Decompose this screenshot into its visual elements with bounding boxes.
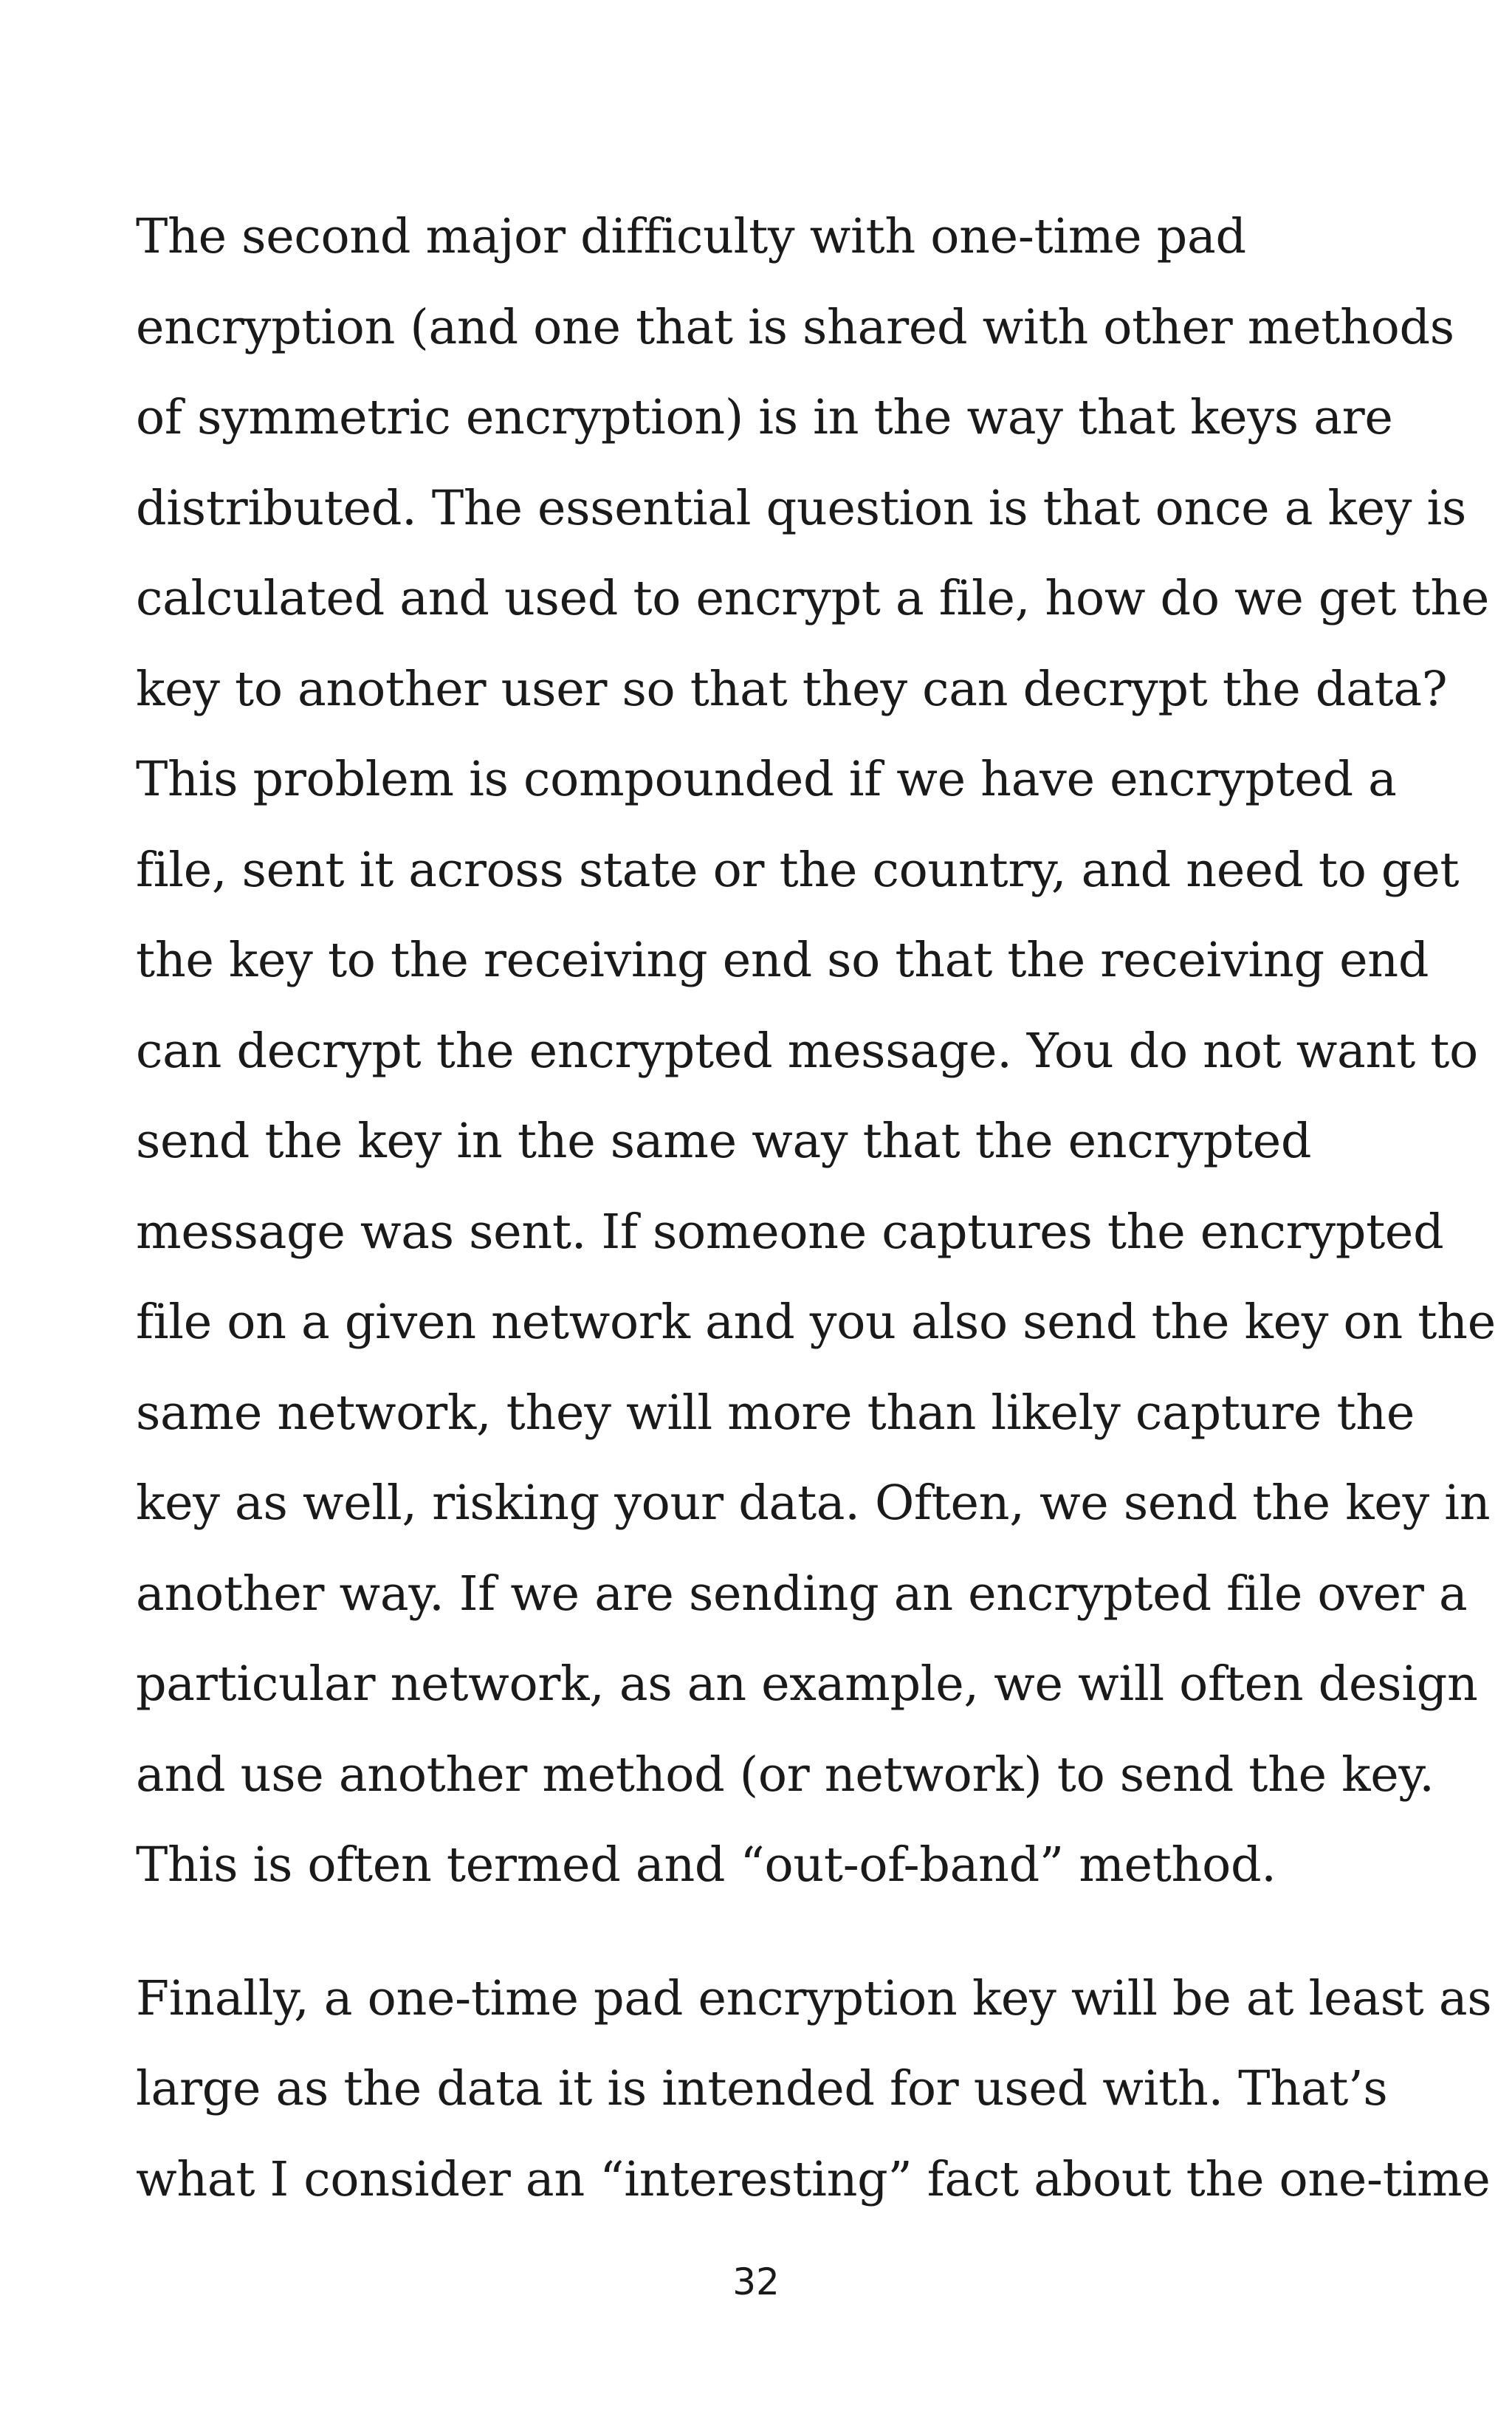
text-line: another way. If we are sending an encrypted file over a — [136, 1566, 1468, 1622]
text-line: file, sent it across state or the country, and need to get — [136, 842, 1460, 898]
text-line: Finally, a one-time pad encryption key will be at least as — [136, 1970, 1492, 2026]
page-number: 32 — [732, 2260, 780, 2303]
text-line: file on a given network and you also send the key on the — [136, 1295, 1496, 1350]
text-line: the key to the receiving end so that the receiving end — [136, 933, 1429, 988]
text-line: send the key in the same way that the encrypted — [136, 1114, 1312, 1169]
paragraph-key-size — [136, 1954, 1492, 2226]
text-line: This problem is compounded if we have encrypted a — [136, 752, 1397, 807]
text-line: calculated and used to encrypt a file, how do we get the — [136, 571, 1490, 626]
text-line: what I consider an “interesting” fact about the one-time — [136, 2151, 1491, 2207]
text-line: key to another user so that they can decrypt the data? — [136, 661, 1448, 717]
text-line: large as the data it is intended for used with. That’s — [136, 2061, 1388, 2116]
text-line: message was sent. If someone captures the encrypted — [136, 1204, 1444, 1260]
text-line: The second major difficulty with one-time pad — [136, 209, 1246, 264]
text-line: and use another method (or network) to send the key. — [136, 1747, 1434, 1803]
text-line: particular network, as an example, we will often design — [136, 1656, 1478, 1712]
paragraph-key-distribution — [136, 192, 1496, 1911]
text-line: can decrypt the encrypted message. You do not want to — [136, 1023, 1478, 1079]
text-line: key as well, risking your data. Often, we send the key in — [136, 1475, 1491, 1531]
text-line: distributed. The essential question is that once a key is — [136, 480, 1467, 536]
text-line: encryption (and one that is shared with other methods — [136, 299, 1454, 355]
text-line: This is often termed and “out-of-band” method. — [136, 1837, 1276, 1893]
text-line: same network, they will more than likely capture the — [136, 1385, 1415, 1441]
body-text — [136, 192, 1496, 2225]
text-line: of symmetric encryption) is in the way that keys are — [136, 390, 1393, 445]
paragraph-spacer — [136, 1911, 1391, 1954]
